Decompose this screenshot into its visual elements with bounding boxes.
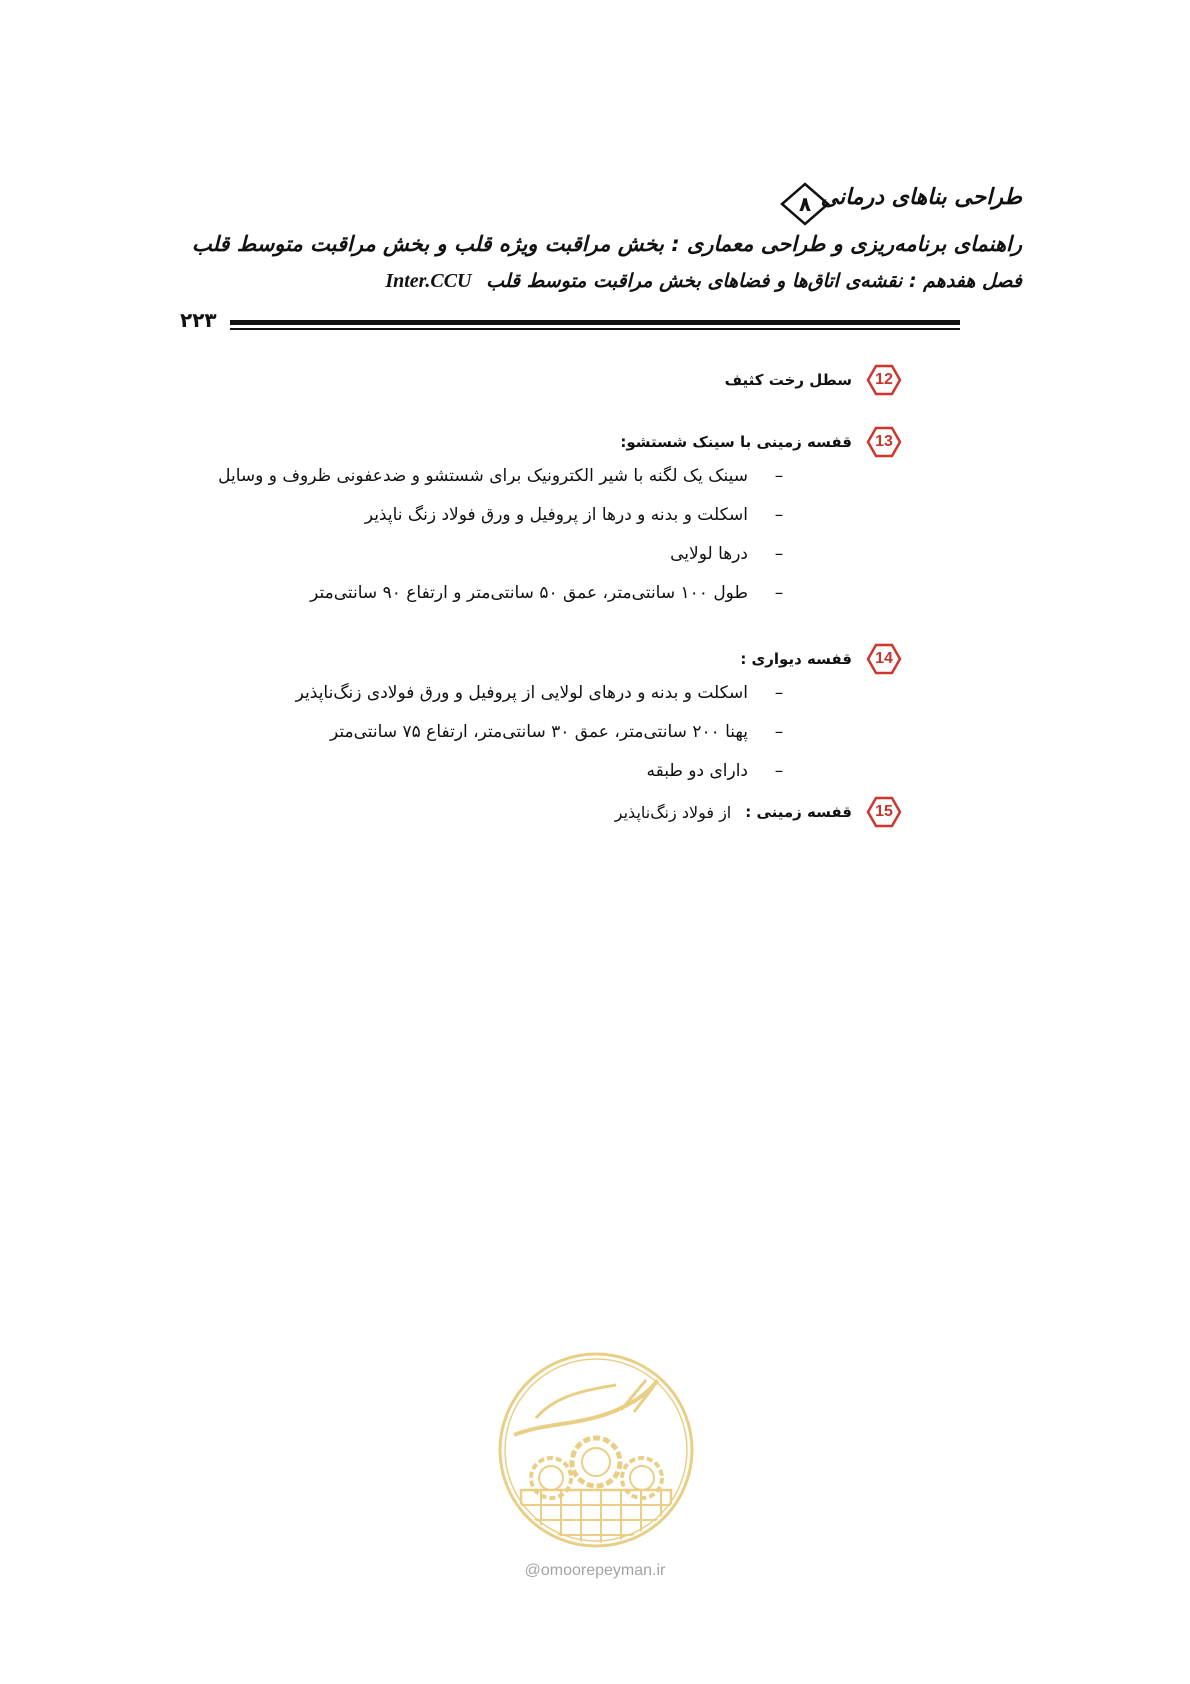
item-number-badge xyxy=(866,426,902,458)
list-item xyxy=(218,535,788,574)
list-item xyxy=(218,457,788,496)
bullet-dash: – xyxy=(774,583,784,603)
item-inline-text: از فولاد زنگ‌ناپذیر xyxy=(614,802,732,822)
item-13-bullet-list xyxy=(218,457,788,613)
bullet-dash: – xyxy=(774,683,784,703)
list-item xyxy=(296,674,788,713)
item-14-heading xyxy=(740,643,902,675)
bullet-dash: – xyxy=(774,722,784,742)
list-item-text: طول ۱۰۰ سانتی‌متر، عمق ۵۰ سانتی‌متر و ارتفاع ۹۰ سانتی‌متر xyxy=(310,583,748,603)
item-number: 12 xyxy=(875,371,893,388)
seal-logo-icon xyxy=(496,1350,696,1550)
divider-thick-line xyxy=(230,320,960,325)
item-number: 14 xyxy=(875,650,893,667)
list-item-text: درها لولایی xyxy=(670,544,748,564)
watermark-url: @omoorepeyman.ir xyxy=(524,1562,666,1579)
item-number-badge xyxy=(866,364,902,396)
item-15-heading xyxy=(615,796,902,828)
item-number-badge xyxy=(866,643,902,675)
list-item xyxy=(218,574,788,613)
series-title: طراحی بناهای درمانی xyxy=(820,185,1022,210)
bullet-dash: – xyxy=(774,505,784,525)
item-title: قفسه دیواری : xyxy=(740,650,852,668)
chapter-latin-label: Inter.CCU xyxy=(385,270,472,292)
guide-title: راهنمای برنامه‌ریزی و طراحی معماری : بخش مراقبت ویژه قلب و بخش مراقبت متوسط قلب xyxy=(191,232,1022,256)
list-item-text: دارای دو طبقه xyxy=(646,761,748,781)
item-title: قفسه زمینی با سینک شستشو: xyxy=(620,433,852,451)
item-number-badge xyxy=(866,796,902,828)
item-title: قفسه زمینی : xyxy=(745,803,852,821)
item-number: 15 xyxy=(875,803,893,820)
watermark-logo xyxy=(496,1350,696,1550)
bullet-dash: – xyxy=(774,544,784,564)
item-title: سطل رخت کثیف xyxy=(724,371,852,389)
list-item xyxy=(296,752,788,791)
page-number: ۲۲۳ xyxy=(180,308,217,332)
divider-thin-line xyxy=(230,328,960,330)
volume-badge xyxy=(780,182,830,226)
chapter-title-text: فصل هفدهم : نقشه‌ی اتاق‌ها و فضاهای بخش مراقبت متوسط قلب xyxy=(486,270,1022,292)
item-14-bullet-list xyxy=(296,674,788,791)
bullet-dash: – xyxy=(774,761,784,781)
bullet-dash: – xyxy=(774,466,784,486)
list-item xyxy=(296,713,788,752)
list-item-text: اسکلت و بدنه و درهای لولایی از پروفیل و ورق فولادی زنگ‌ناپذیر xyxy=(295,683,748,703)
header-divider xyxy=(230,320,960,330)
page-header xyxy=(0,0,1190,340)
list-item xyxy=(218,496,788,535)
item-12-heading xyxy=(725,364,902,396)
volume-number: ۸ xyxy=(798,192,812,216)
item-number: 13 xyxy=(875,433,893,450)
list-item-text: اسکلت و بدنه و درها از پروفیل و ورق فولاد زنگ ناپذیر xyxy=(364,505,748,525)
chapter-title xyxy=(385,270,1022,293)
item-13-heading xyxy=(620,426,902,458)
list-item-text: پهنا ۲۰۰ سانتی‌متر، عمق ۳۰ سانتی‌متر، ارتفاع ۷۵ سانتی‌متر xyxy=(330,722,748,742)
list-item-text: سینک یک لگنه با شیر الکترونیک برای شستشو و ضدعفونی ظروف و وسایل xyxy=(218,466,748,486)
